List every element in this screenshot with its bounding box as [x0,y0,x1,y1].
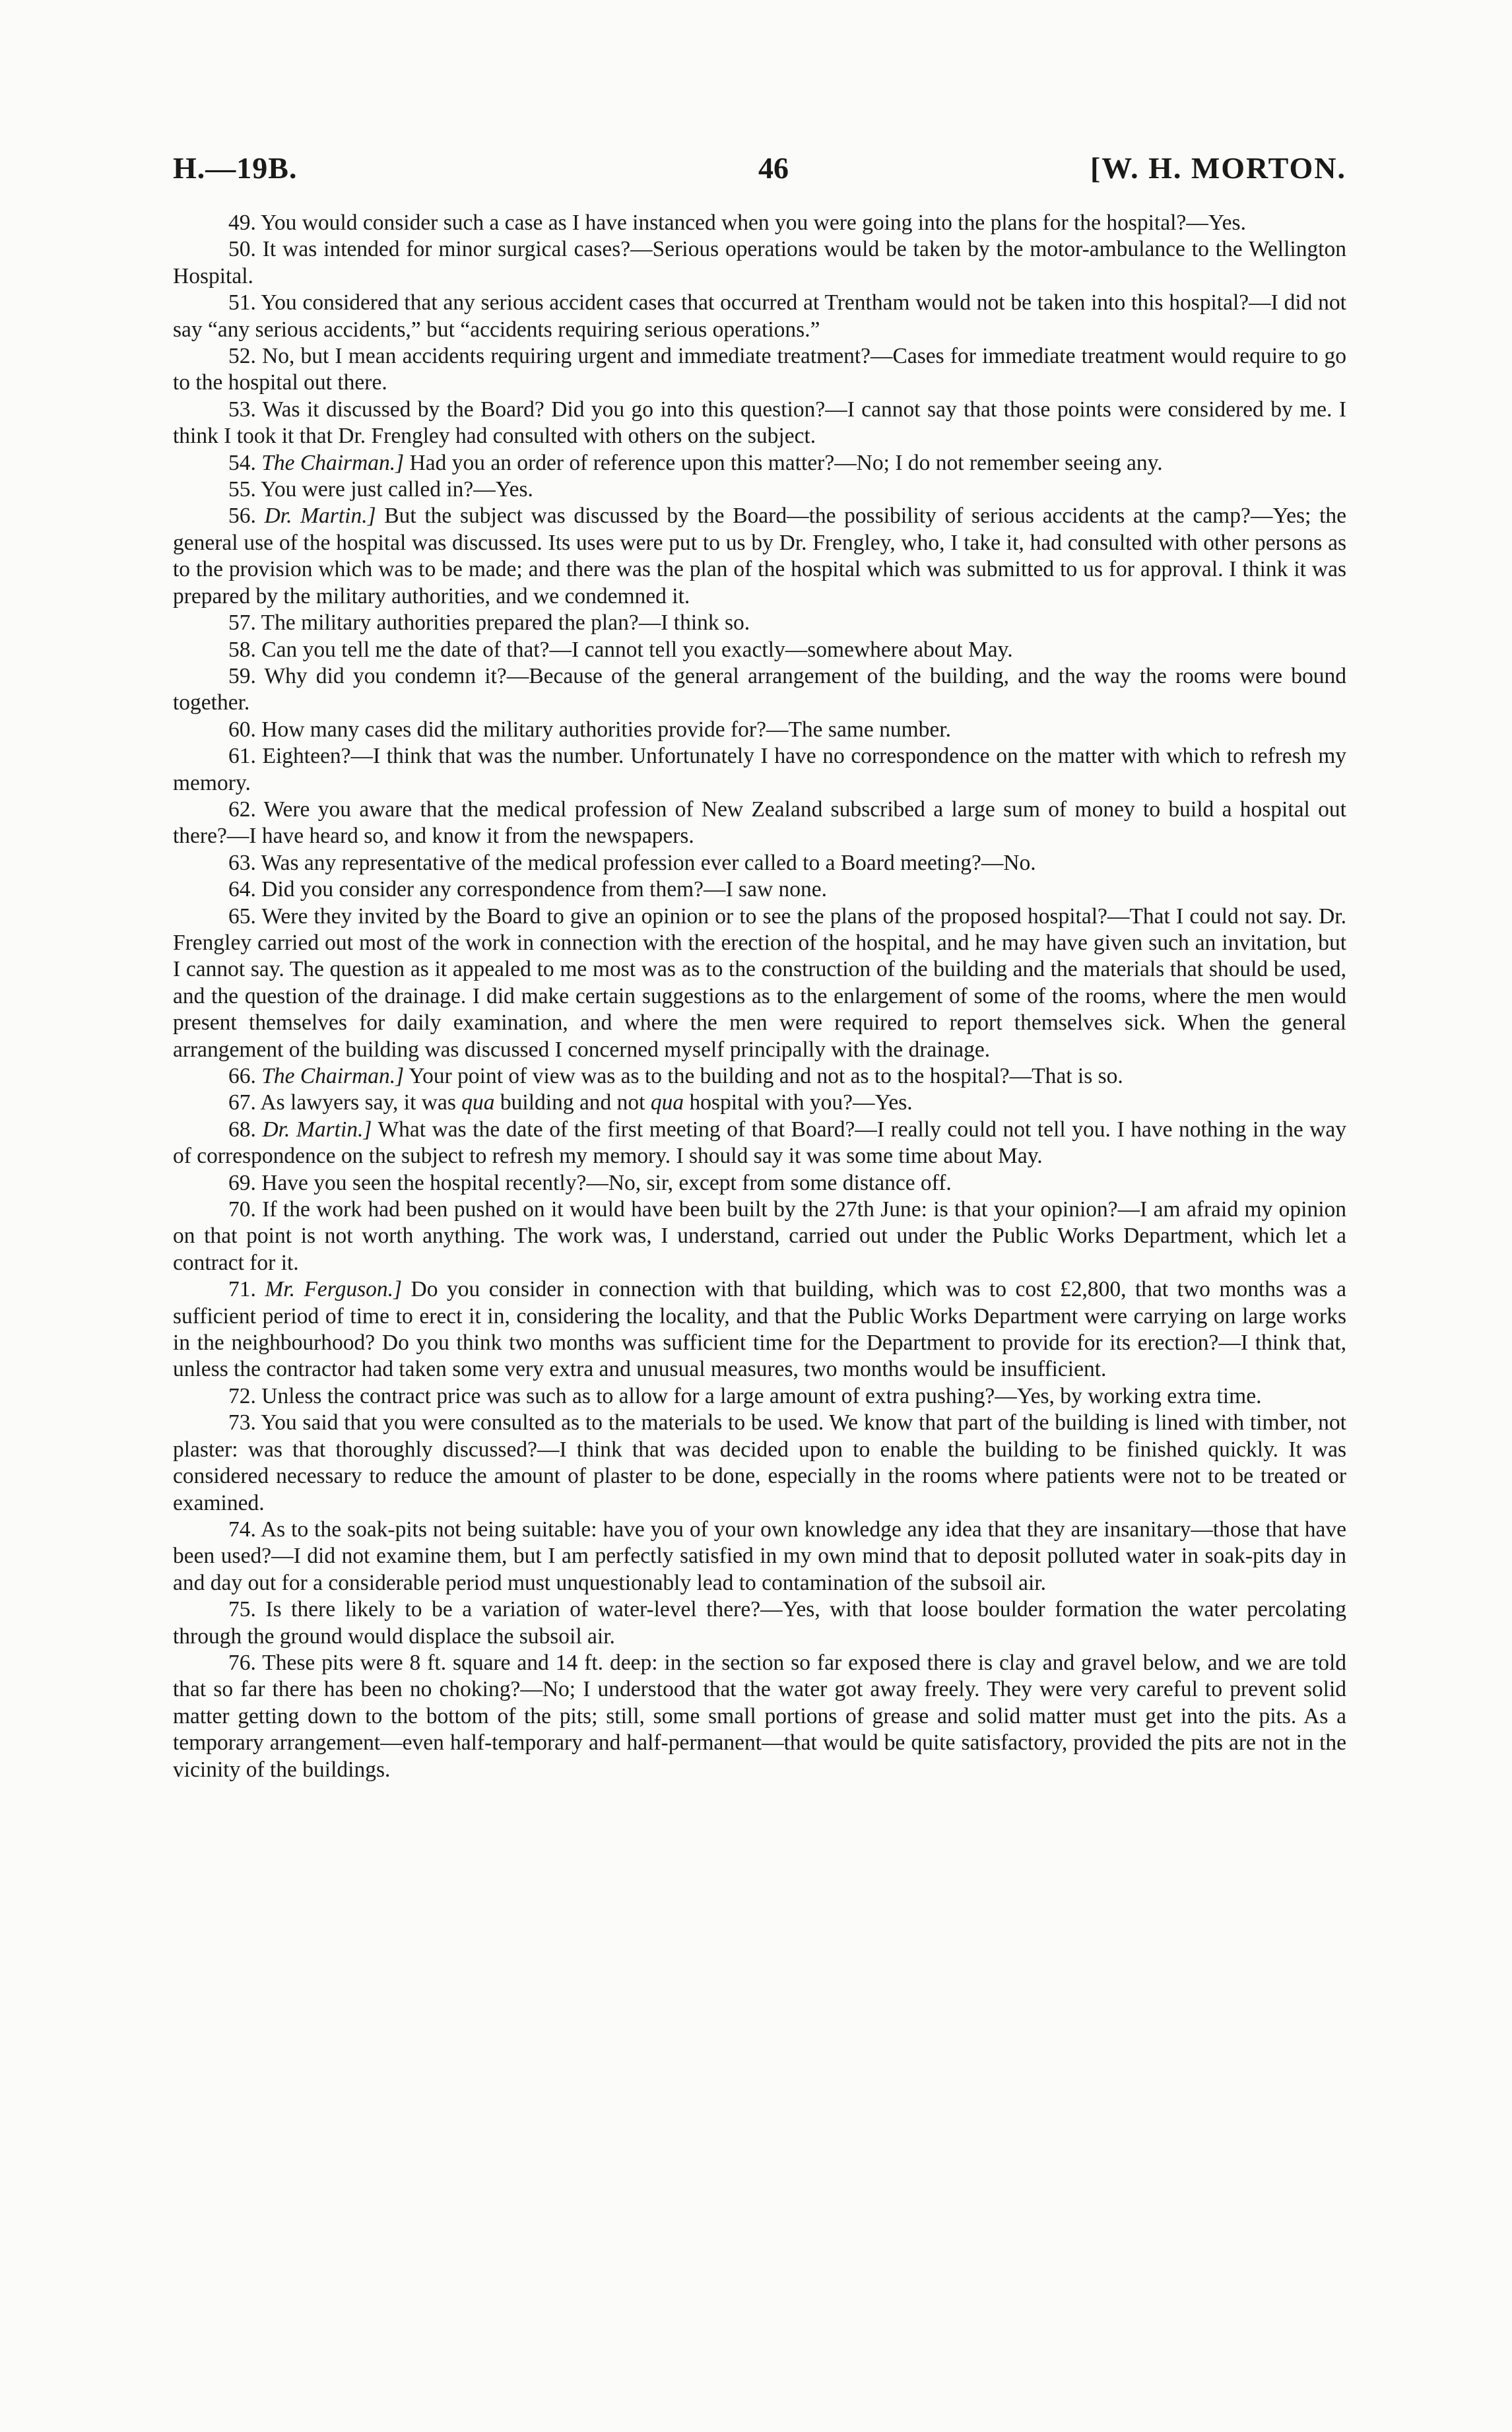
paragraph-text: Were they invited by the Board to give an opinion or to see the plans of the proposed hospital?—That I could not say. Dr. Frengley carried out most of the work in connection with the erection of the hospital, and he may have given such an invitation, but I cannot say. The question as it appealed to me most was as to the construction of the building and the materials that should be used, and the question of the drainage. I did make certain suggestions as to the enlargement of some of the rooms, where the men would present themselves for daily examination, and where the men were required to report themselves sick. When the general arrangement of the building was discussed I concerned myself principally with the drainage. [173,904,1346,1062]
latin-term: qua [650,1090,684,1115]
paragraph-number: 70. [228,1197,256,1222]
paragraph-number: 64. [228,877,256,902]
paragraph-text: You said that you were consulted as to the materials to be used. We know that part of the building is lined with timber, not plaster: was that thoroughly discussed?—I think that was decided upon to enable the building to be finished quickly. It was considered necessary to reduce the amount of plaster to be done, especially in the rooms where patients were not to be treated or examined. [173,1410,1346,1515]
page-number: 46 [758,151,789,185]
paragraph-text: How many cases did the military authorities provide for?—The same number. [261,717,951,742]
paragraph-text: Did you consider any correspondence from them?—I saw none. [261,877,828,902]
paragraph-72 [173,1383,1346,1410]
paragraph-57 [173,610,1346,636]
paragraph-71 [173,1276,1346,1383]
paragraph-number: 75. [228,1597,256,1622]
paragraph-number: 72. [228,1383,256,1408]
paragraph-text: building and not [500,1090,645,1115]
running-header [173,148,1346,195]
paragraph-text: If the work had been pushed on it would have been built by the 27th June: is that your opinion?—I am afraid my opinion on that point is not worth anything. The work was, I understand, carried out under the Public Works Department, which let a contract for it. [173,1197,1346,1275]
paragraph-number: 54. [228,450,256,475]
paragraph-text: No, but I mean accidents requiring urgent and immediate treatment?—Cases for immediate treatment would require to go to the hospital out there. [173,344,1347,395]
paragraph-number: 71. [228,1277,256,1302]
paragraph-number: 51. [228,290,256,315]
speaker-label: Dr. Martin.] [262,1117,372,1142]
paragraph-text: You would consider such a case as I have instanced when you were going into the plans for the hospital?—Yes. [261,211,1246,235]
paragraph-55 [173,477,1346,503]
paragraph-text: You considered that any serious accident cases that occurred at Trentham would not be taken into this hospital?—I did not say “any serious accidents,” but “accidents requiring serious operations.” [173,290,1346,342]
paragraph-number: 49. [228,211,256,235]
paragraph-text: Were you aware that the medical profession of New Zealand subscribed a large sum of money to build a hospital out there?—I have heard so, and know it from the newspapers. [173,797,1346,849]
speaker-label: The Chairman.] [261,1064,405,1088]
paragraph-number: 55. [228,477,256,502]
paragraph-number: 63. [228,850,256,875]
paragraph-text: What was the date of the first meeting of that Board?—I really could not tell you. I have nothing in the way of correspondence on the subject to refresh my memory. I should say it was some time about May. [173,1117,1346,1169]
paragraph-49 [173,210,1346,236]
paragraph-text: Unless the contract price was such as to allow for a large amount of extra pushing?—Yes, by working extra time. [261,1383,1262,1408]
paragraph-number: 69. [228,1170,256,1195]
paragraph-text: Can you tell me the date of that?—I cannot tell you exactly—somewhere about May. [261,637,1013,662]
paragraph-number: 61. [228,744,256,769]
paragraph-70 [173,1197,1346,1276]
paragraph-text: Do you consider in connection with that building, which was to cost £2,800, that two months was a sufficient period of time to erect it in, considering the locality, and that the Public Works Department were carrying on large works in the neighbourhood? Do you think two months was sufficient time for the Department to provide for its erection?—I think that, unless the contractor had taken some very extra and unusual measures, two months would be insufficient. [173,1277,1347,1382]
paragraph-50 [173,236,1346,290]
paragraph-text: It was intended for minor surgical cases?—Serious operations would be taken by the motor-ambulance to the Wellington Hospital. [173,237,1346,288]
paragraph-number: 59. [228,663,256,688]
paragraph-text: You were just called in?—Yes. [261,477,533,502]
paragraph-text: Eighteen?—I think that was the number. Unfortunately I have no correspondence on the matter with which to refresh my memory. [173,744,1346,795]
paragraph-74 [173,1517,1346,1596]
speaker-label: The Chairman.] [261,450,405,475]
paragraph-62 [173,797,1346,850]
paragraph-60 [173,717,1346,743]
paragraph-text: These pits were 8 ft. square and 14 ft. deep: in the section so far exposed there is clay and gravel below, and we are told that so far there has been no choking?—No; I understood that the water got away freely. They were very careful to prevent solid matter getting down to the bottom of the pits; still, some small portions of grease and solid matter must get into the pits. As a temporary arrangement—even half-temporary and half-permanent—that would be quite satisfactory, provided the pits are not in the vicinity of the buildings. [173,1650,1347,1782]
paragraph-text: But the subject was discussed by the Board—the possibility of serious accidents at the camp?—Yes; the general use of the hospital was discussed. Its uses were put to us by Dr. Frengley, who, I take it, had consulted with other persons as to the provision which was to be made; and there was the plan of the hospital which was submitted to us for approval. I think it was prepared by the military authorities, and we condemned it. [173,504,1346,608]
paragraph-51 [173,290,1346,343]
paragraph-65 [173,904,1346,1063]
paragraph-text: The military authorities prepared the plan?—I think so. [261,610,750,636]
paragraph-53 [173,397,1346,450]
paragraph-59 [173,663,1346,717]
paragraph-56 [173,503,1346,610]
paragraph-number: 60. [228,717,256,742]
paragraph-number: 65. [228,904,256,929]
paragraph-76 [173,1650,1346,1783]
speaker-label: Mr. Ferguson.] [265,1277,403,1302]
witness-name: [W. H. MORTON. [1090,151,1346,185]
paragraph-number: 62. [228,797,256,822]
paragraph-number: 52. [228,344,256,369]
latin-term: qua [461,1090,495,1115]
paragraph-text: Is there likely to be a variation of water-level there?—Yes, with that loose boulder formation the water percolating through the ground would displace the subsoil air. [173,1597,1346,1649]
paragraph-number: 68. [228,1117,256,1142]
paragraph-text: As to the soak-pits not being suitable: have you of your own knowledge any idea that they are insanitary—those that have been used?—I did not examine them, but I am perfectly satisfied in my own mind that to deposit polluted water in soak-pits day in and day out for a considerable period must unquestionably lead to contamination of the subsoil air. [173,1517,1347,1595]
paragraph-75 [173,1596,1346,1650]
paragraph-64 [173,876,1346,903]
paragraph-number: 76. [228,1650,256,1675]
paragraph-text: hospital with you?—Yes. [689,1090,913,1115]
paragraph-number: 58. [228,637,256,662]
paragraph-number: 53. [228,397,256,422]
paragraph-63 [173,850,1346,876]
paragraph-text: As lawyers say, it was [260,1090,456,1115]
paragraph-text: Was it discussed by the Board? Did you go into this question?—I cannot say that those points were considered by me. I think I took it that Dr. Frengley had consulted with others on the subject. [173,397,1346,449]
paragraph-number: 67. [228,1090,256,1115]
paragraph-68 [173,1117,1346,1170]
transcript-body [173,210,1346,1783]
paragraph-number: 56. [228,504,256,529]
paragraph-66 [173,1063,1346,1090]
paragraph-number: 74. [228,1517,256,1542]
speaker-label: Dr. Martin.] [264,504,376,529]
paragraph-52 [173,343,1346,397]
paragraph-text: Have you seen the hospital recently?—No, sir, except from some distance off. [261,1170,952,1195]
paragraph-67 [173,1090,1346,1116]
paragraph-number: 57. [228,610,256,636]
report-code: H.—19B. [173,151,298,185]
paragraph-text: Your point of view was as to the building and not as to the hospital?—That is so. [409,1064,1123,1088]
paragraph-text: Was any representative of the medical profession ever called to a Board meeting?—No. [261,850,1036,875]
paragraph-69 [173,1170,1346,1197]
paragraph-number: 66. [228,1064,256,1088]
paragraph-54 [173,450,1346,477]
paragraph-text: Had you an order of reference upon this matter?—No; I do not remember seeing any. [409,450,1163,475]
paragraph-number: 73. [228,1410,256,1435]
paragraph-58 [173,637,1346,663]
paragraph-number: 50. [228,237,256,262]
paragraph-61 [173,743,1346,797]
paragraph-73 [173,1410,1346,1517]
paragraph-text: Why did you condemn it?—Because of the general arrangement of the building, and the way the rooms were bound together. [173,663,1346,715]
